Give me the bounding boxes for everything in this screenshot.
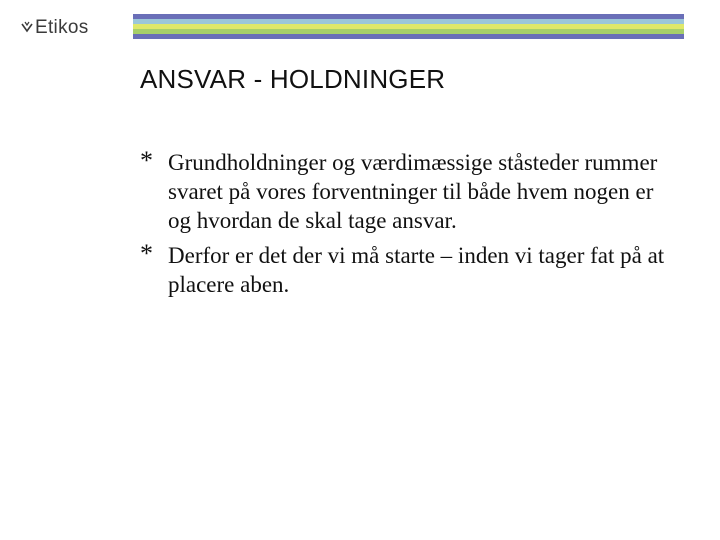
- header-color-stripes: [133, 14, 684, 39]
- bullet-item: [140, 241, 670, 299]
- bullet-text: Derfor er det der vi må starte – inden vi tager fat på at placere aben.: [168, 243, 665, 297]
- bullet-item: [140, 148, 670, 235]
- bullet-marker: *: [140, 146, 153, 175]
- bullet-text: Grundholdninger og værdimæssige ståsteder rummer svaret på vores forventninger til både hvem nogen er og hvordan de skal tage ansvar.: [168, 150, 658, 233]
- slide-title: ANSVAR - HOLDNINGER: [140, 64, 446, 94]
- bullet-marker: *: [140, 239, 153, 268]
- logo-text: Etikos: [35, 16, 89, 38]
- bullet-list: [140, 148, 670, 305]
- etikos-logo: [20, 14, 89, 40]
- header-stripe: [133, 34, 684, 39]
- checkmark-logo-icon: [20, 20, 34, 34]
